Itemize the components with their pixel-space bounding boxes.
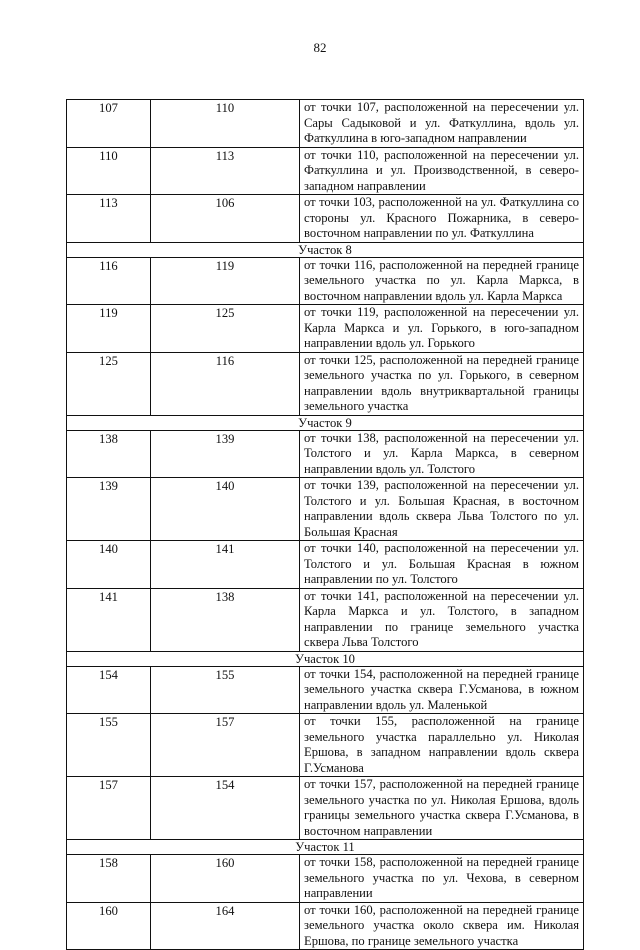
from-point-cell: 125: [67, 352, 151, 415]
table-row: [67, 257, 584, 305]
description-cell: от точки 138, расположенной на пересечении ул. Толстого и ул. Карла Маркса, в северном направлении вдоль ул. Толстого: [300, 430, 584, 478]
description-cell: от точки 119, расположенной на пересечении ул. Карла Маркса и ул. Горького, в юго-западном направлении вдоль ул. Горького: [300, 305, 584, 353]
table-row: [67, 147, 584, 195]
from-point-cell: 140: [67, 541, 151, 589]
boundary-table: [66, 99, 584, 950]
description-cell: от точки 107, расположенной на пересечении ул. Сары Садыковой и ул. Фаткуллина, вдоль ул. Фаткуллина в юго-западном направлении: [300, 100, 584, 148]
description-cell: от точки 140, расположенной на пересечении ул. Толстого и ул. Большая Красная в южном направлении по ул. Толстого: [300, 541, 584, 589]
from-point-cell: 116: [67, 257, 151, 305]
table-row: [67, 714, 584, 777]
to-point-cell: 160: [151, 855, 300, 903]
from-point-cell: 110: [67, 147, 151, 195]
from-point-cell: 160: [67, 902, 151, 950]
description-cell: от точки 155, расположенной на границе земельного участка параллельно ул. Николая Ершова, в западном направлении вдоль сквера Г.Усманова: [300, 714, 584, 777]
to-point-cell: 110: [151, 100, 300, 148]
section-heading: Участок 10: [67, 651, 584, 666]
from-point-cell: 141: [67, 588, 151, 651]
table-row: [67, 305, 584, 353]
description-cell: от точки 139, расположенной на пересечении ул. Толстого и ул. Большая Красная, в восточном направлении вдоль сквера Льва Толстого по ул. Большая Красная: [300, 478, 584, 541]
to-point-cell: 157: [151, 714, 300, 777]
table-row: [67, 541, 584, 589]
description-cell: от точки 103, расположенной на ул. Фаткуллина со стороны ул. Красного Пожарника, в северо-восточном направлении по ул. Фаткуллина: [300, 195, 584, 243]
section-heading: Участок 8: [67, 242, 584, 257]
to-point-cell: 141: [151, 541, 300, 589]
section-row: [67, 242, 584, 257]
table-row: [67, 430, 584, 478]
to-point-cell: 113: [151, 147, 300, 195]
to-point-cell: 164: [151, 902, 300, 950]
section-row: [67, 651, 584, 666]
from-point-cell: 157: [67, 777, 151, 840]
table-row: [67, 195, 584, 243]
to-point-cell: 106: [151, 195, 300, 243]
to-point-cell: 139: [151, 430, 300, 478]
description-cell: от точки 154, расположенной на передней границе земельного участка сквера Г.Усманова, в южном направлении вдоль ул. Маленькой: [300, 666, 584, 714]
section-heading: Участок 11: [67, 840, 584, 855]
from-point-cell: 158: [67, 855, 151, 903]
from-point-cell: 155: [67, 714, 151, 777]
from-point-cell: 139: [67, 478, 151, 541]
to-point-cell: 125: [151, 305, 300, 353]
to-point-cell: 154: [151, 777, 300, 840]
from-point-cell: 138: [67, 430, 151, 478]
table-row: [67, 588, 584, 651]
table-row: [67, 777, 584, 840]
section-row: [67, 415, 584, 430]
to-point-cell: 140: [151, 478, 300, 541]
table-row: [67, 100, 584, 148]
section-row: [67, 840, 584, 855]
description-cell: от точки 158, расположенной на передней границе земельного участка по ул. Чехова, в северном направлении: [300, 855, 584, 903]
from-point-cell: 113: [67, 195, 151, 243]
from-point-cell: 154: [67, 666, 151, 714]
boundary-table-body: [67, 100, 584, 950]
table-row: [67, 902, 584, 950]
page-number: 82: [313, 40, 327, 55]
from-point-cell: 119: [67, 305, 151, 353]
description-cell: от точки 160, расположенной на передней границе земельного участка около сквера им. Николая Ершова, по границе земельного участка: [300, 902, 584, 950]
table-row: [67, 352, 584, 415]
section-heading: Участок 9: [67, 415, 584, 430]
description-cell: от точки 125, расположенной на передней границе земельного участка по ул. Горького, в северном направлении вдоль внутриквартальной границы земельного участка: [300, 352, 584, 415]
to-point-cell: 116: [151, 352, 300, 415]
to-point-cell: 138: [151, 588, 300, 651]
to-point-cell: 155: [151, 666, 300, 714]
table-row: [67, 478, 584, 541]
to-point-cell: 119: [151, 257, 300, 305]
description-cell: от точки 157, расположенной на передней границе земельного участка по ул. Николая Ершова, вдоль границы земельного участка сквера Г.Усманова, в восточном направлении: [300, 777, 584, 840]
from-point-cell: 107: [67, 100, 151, 148]
table-row: [67, 855, 584, 903]
description-cell: от точки 141, расположенной на пересечении ул. Карла Маркса и ул. Толстого, в западном направлении по границе земельного участка сквера Льва Толстого: [300, 588, 584, 651]
table-row: [67, 666, 584, 714]
description-cell: от точки 110, расположенной на пересечении ул. Фаткуллина и ул. Производственной, в северо-западном направлении: [300, 147, 584, 195]
description-cell: от точки 116, расположенной на передней границе земельного участка по ул. Карла Маркса, в восточном направлении вдоль ул. Карла Маркса: [300, 257, 584, 305]
